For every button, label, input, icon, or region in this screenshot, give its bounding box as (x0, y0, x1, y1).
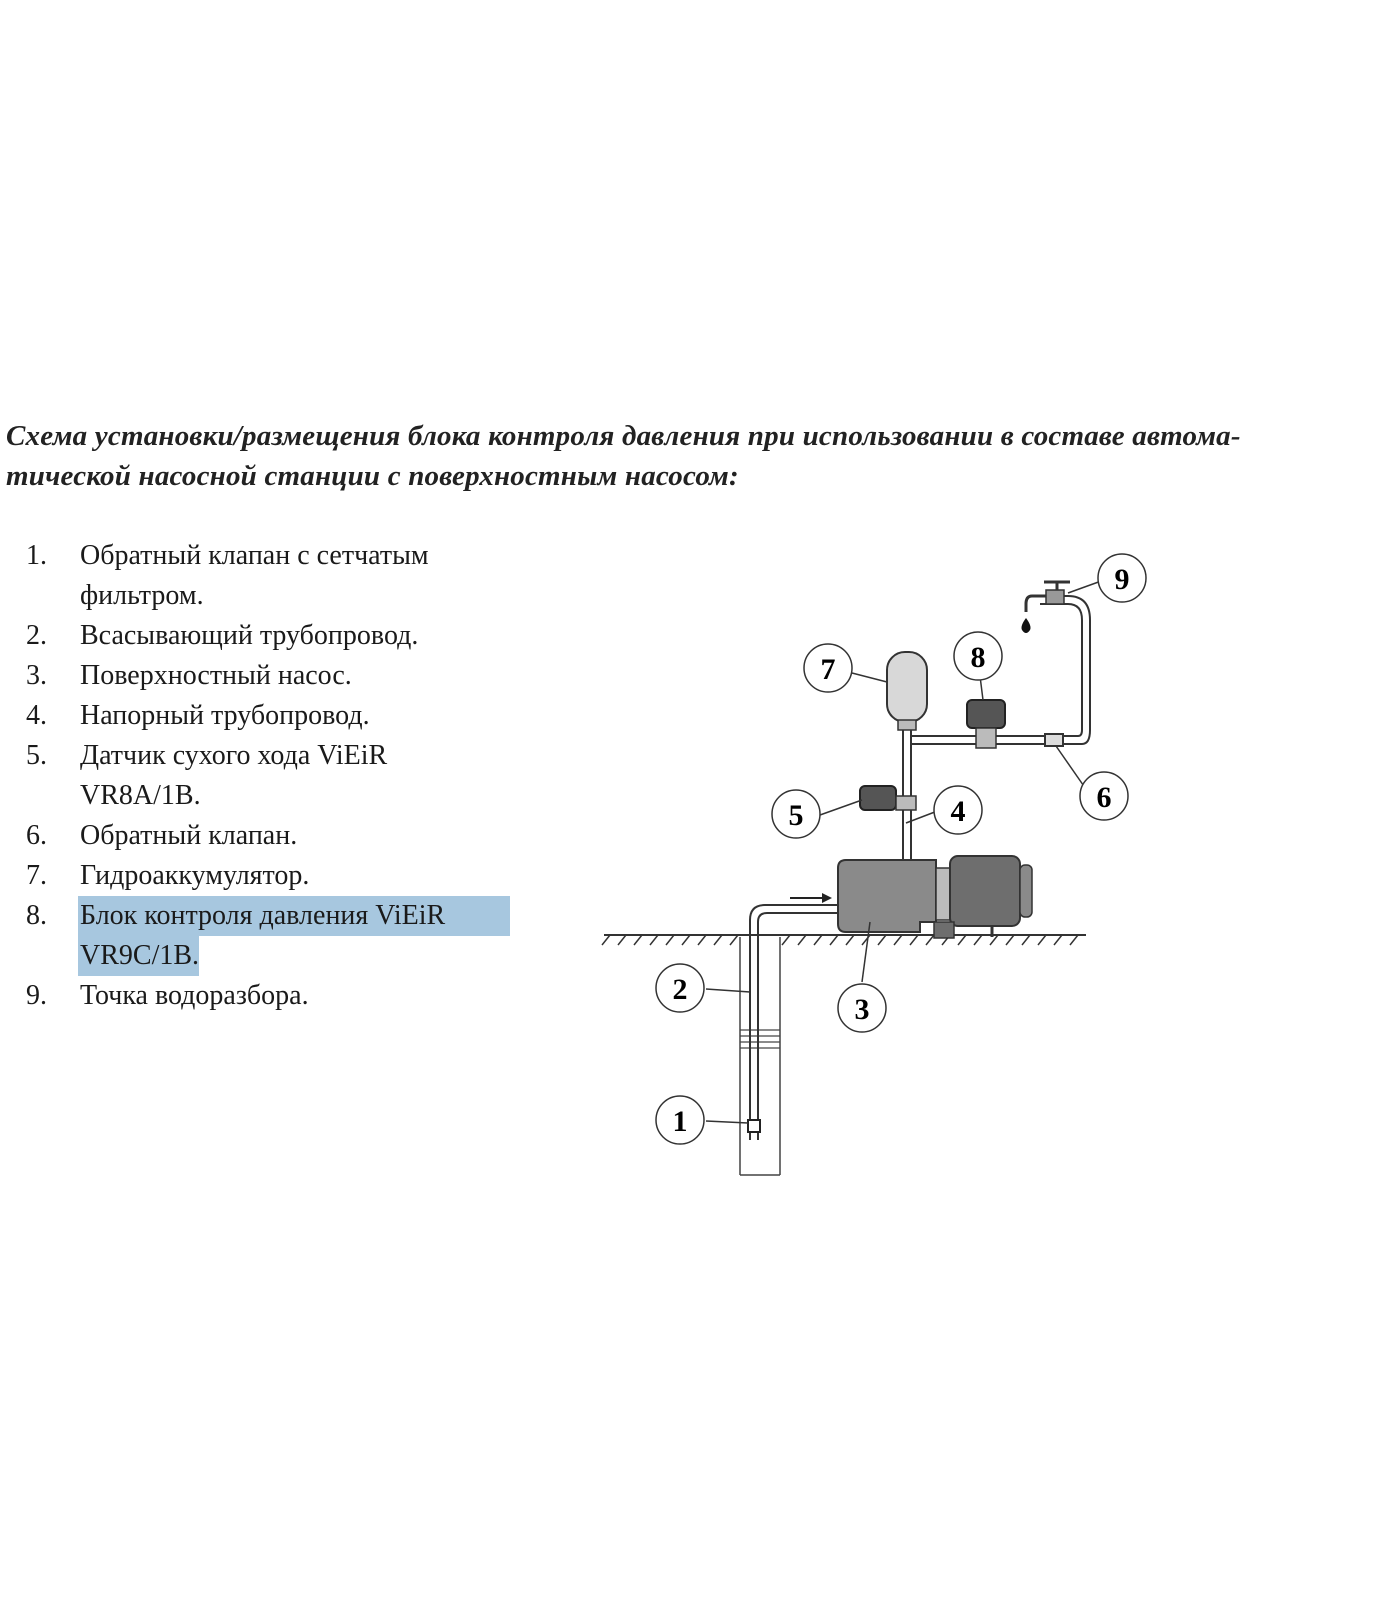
flow-arrow-icon (790, 893, 832, 903)
svg-text:5: 5 (788, 799, 804, 832)
water-tap-icon (1022, 582, 1071, 633)
callout-7 (804, 644, 852, 692)
legend-text: Точка водоразбора. (80, 980, 309, 1011)
check-valve-filter (748, 1120, 760, 1132)
callout-4 (934, 786, 982, 834)
svg-text:1: 1 (672, 1105, 688, 1138)
suction-pipe (750, 905, 840, 1140)
document-title (6, 416, 1396, 496)
legend-item-3 (26, 656, 546, 696)
legend-number: 9. (26, 980, 47, 1011)
callout-8 (954, 632, 1002, 680)
legend-number: 5. (26, 740, 47, 771)
component-legend (26, 536, 546, 1016)
legend-item-8[interactable] (26, 896, 546, 976)
callout-6 (1080, 772, 1128, 820)
legend-text: Обратный клапан с сетчатым (80, 540, 429, 571)
svg-text:9: 9 (1114, 563, 1130, 596)
legend-item-2 (26, 616, 546, 656)
highlighted-selection-text[interactable]: VR9C/1B. (78, 936, 199, 976)
callout-2 (656, 964, 704, 1012)
svg-text:7: 7 (820, 653, 836, 686)
legend-item-9 (26, 976, 546, 1016)
title-line-1: Схема установки/размещения блока контроля давления при использовании в составе автома- (6, 420, 1241, 452)
dry-run-sensor (860, 786, 916, 810)
svg-text:8: 8 (970, 641, 986, 674)
legend-text: фильтром. (80, 580, 204, 611)
callout-9 (1098, 554, 1146, 602)
ground-surface (602, 935, 1086, 945)
legend-number: 1. (26, 540, 47, 571)
well-casing (740, 937, 780, 1175)
legend-text: Обратный клапан. (80, 820, 298, 851)
pressure-tank (887, 652, 927, 730)
legend-text: Напорный трубопровод. (80, 700, 370, 731)
svg-text:6: 6 (1096, 781, 1112, 814)
legend-number: 2. (26, 620, 47, 651)
legend-item-5 (26, 736, 546, 816)
legend-text: Датчик сухого хода ViEiR (80, 740, 388, 771)
svg-text:3: 3 (854, 993, 870, 1026)
callout-5 (772, 790, 820, 838)
legend-text: Поверхностный насос. (80, 660, 352, 691)
legend-item-1 (26, 536, 546, 616)
legend-number: 4. (26, 700, 47, 731)
legend-number: 7. (26, 860, 47, 891)
legend-item-6 (26, 816, 546, 856)
legend-text: Гидроаккумулятор. (80, 860, 310, 891)
legend-item-7 (26, 856, 546, 896)
installation-diagram (600, 560, 1130, 1180)
legend-number: 8. (26, 900, 47, 931)
legend-text: Всасывающий трубопровод. (80, 620, 419, 651)
callout-3 (838, 984, 886, 1032)
check-valve (1045, 734, 1063, 746)
legend-item-4 (26, 696, 546, 736)
surface-pump (838, 856, 1032, 938)
svg-text:4: 4 (950, 795, 966, 828)
callout-1 (656, 1096, 704, 1144)
svg-text:2: 2 (672, 973, 688, 1006)
legend-number: 6. (26, 820, 47, 851)
pressure-control-unit (967, 700, 1005, 748)
legend-text: VR8A/1B. (80, 780, 201, 811)
title-line-2: тической насосной станции с поверхностным насосом: (6, 460, 739, 492)
legend-number: 3. (26, 660, 47, 691)
highlighted-selection-text[interactable]: Блок контроля давления ViEiR (78, 896, 510, 936)
